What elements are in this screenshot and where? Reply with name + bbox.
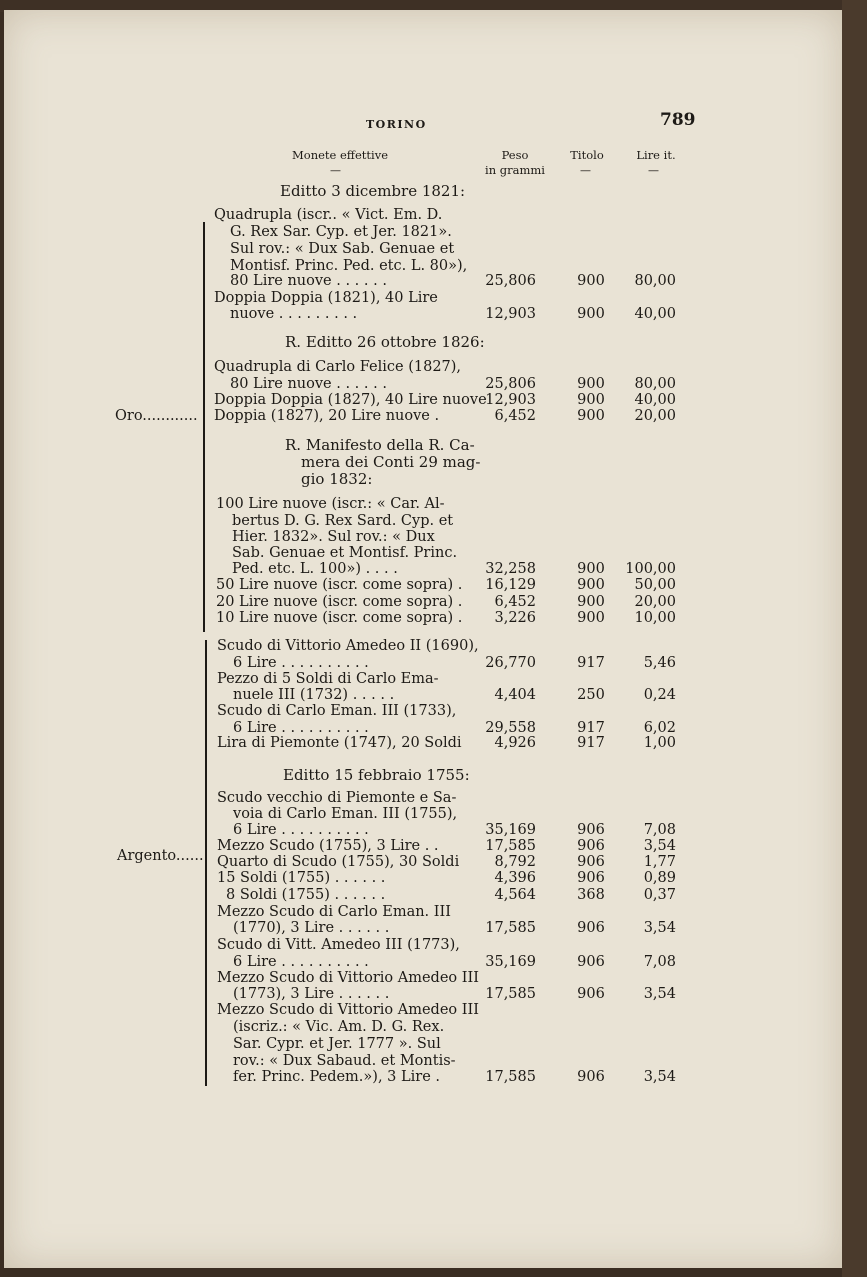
table-row [0, 1002, 867, 1019]
section-heading: mera dei Conti 29 mag- [301, 453, 481, 471]
lire-value: 1,77 [643, 854, 676, 870]
coin-description: (1773), 3 Lire . . . . . . [233, 986, 390, 1002]
coin-description: Lira di Piemonte (1747), 20 Soldi [217, 735, 462, 751]
peso-value: 35,169 [485, 822, 536, 838]
lire-value: 80,00 [634, 376, 676, 392]
table-row [0, 376, 867, 393]
table-row [0, 496, 867, 513]
column-header-titolo: Titolo [570, 148, 604, 162]
table-row [0, 1069, 867, 1086]
table-row [0, 655, 867, 672]
table-row [0, 1053, 867, 1070]
table-row [0, 904, 867, 921]
titolo-value: 900 [577, 610, 605, 626]
table-row [0, 224, 867, 241]
peso-value: 29,558 [485, 720, 536, 736]
table-row [0, 671, 867, 688]
coin-description: 6 Lire . . . . . . . . . . [233, 822, 369, 838]
titolo-value: 906 [577, 920, 605, 936]
table-row [0, 610, 867, 627]
coin-description: bertus D. G. Rex Sard. Cyp. et [232, 513, 454, 529]
coin-description: 6 Lire . . . . . . . . . . [233, 655, 369, 671]
table-row [0, 822, 867, 839]
peso-value: 17,585 [485, 838, 536, 854]
peso-value: 4,926 [494, 735, 536, 751]
coin-description: Quadrupla di Carlo Felice (1827), [214, 359, 462, 375]
titolo-value: 906 [577, 870, 605, 886]
coin-description: Mezzo Scudo di Vittorio Amedeo III [217, 1002, 479, 1018]
table-row [0, 408, 867, 425]
lire-value: 1,00 [643, 735, 676, 751]
lire-value: 50,00 [634, 577, 676, 593]
table-row [0, 545, 867, 562]
coin-description: (1770), 3 Lire . . . . . . [233, 920, 390, 936]
table-row [0, 806, 867, 823]
titolo-value: 917 [577, 655, 605, 671]
lire-value: 10,00 [634, 610, 676, 626]
page-number: 789 [660, 110, 696, 130]
coin-description: 6 Lire . . . . . . . . . . [233, 720, 369, 736]
peso-value: 32,258 [485, 561, 536, 577]
titolo-value: 906 [577, 822, 605, 838]
titolo-value: 906 [577, 838, 605, 854]
coin-description: Quarto di Scudo (1755), 30 Soldi [217, 854, 460, 870]
table-row [0, 954, 867, 971]
table-row [0, 207, 867, 224]
peso-value: 4,564 [494, 887, 536, 903]
table-row [0, 870, 867, 887]
coin-description: G. Rex Sar. Cyp. et Jer. 1821». [230, 224, 452, 240]
table-row [0, 290, 867, 307]
section-heading: Editto 15 febbraio 1755: [283, 766, 470, 784]
coin-description: 80 Lire nuove . . . . . . [230, 273, 387, 289]
group-label-argento: Argento...... [117, 848, 204, 864]
peso-value: 16,129 [485, 577, 536, 593]
coin-description: Scudo di Vitt. Amedeo III (1773), [217, 937, 460, 953]
peso-value: 17,585 [485, 920, 536, 936]
peso-value: 25,806 [485, 273, 536, 289]
table-row [0, 703, 867, 720]
column-dash-titolo: — [580, 164, 591, 177]
peso-value: 26,770 [485, 655, 536, 671]
table-row [0, 359, 867, 376]
coin-description: Doppia Doppia (1821), 40 Lire [214, 290, 438, 306]
titolo-value: 917 [577, 720, 605, 736]
table-row [0, 594, 867, 611]
table-row [0, 392, 867, 409]
coin-description: Scudo di Carlo Eman. III (1733), [217, 703, 457, 719]
column-dash-lire: — [648, 164, 659, 177]
peso-value: 4,404 [494, 687, 536, 703]
table-row [0, 1019, 867, 1036]
coin-description: Scudo di Vittorio Amedeo II (1690), [217, 638, 479, 654]
titolo-value: 900 [577, 273, 605, 289]
table-row [0, 561, 867, 578]
lire-value: 80,00 [634, 273, 676, 289]
coin-description: voia di Carlo Eman. III (1755), [233, 806, 458, 822]
coin-description: 10 Lire nuove (iscr. come sopra) . [216, 610, 463, 626]
coin-description: 20 Lire nuove (iscr. come sopra) . [216, 594, 463, 610]
coin-description: 6 Lire . . . . . . . . . . [233, 954, 369, 970]
coin-description: Ped. etc. L. 100») . . . . [232, 561, 398, 577]
table-row [0, 887, 867, 904]
coin-description: nuove . . . . . . . . . [230, 306, 358, 322]
lire-value: 0,24 [643, 687, 676, 703]
titolo-value: 900 [577, 376, 605, 392]
titolo-value: 368 [577, 887, 605, 903]
titolo-value: 906 [577, 1069, 605, 1085]
table-row [0, 854, 867, 871]
peso-value: 6,452 [494, 408, 536, 424]
peso-value: 12,903 [485, 306, 536, 322]
table-row [0, 306, 867, 323]
table-row [0, 920, 867, 937]
lire-value: 7,08 [643, 954, 676, 970]
coin-description: fer. Princ. Pedem.»), 3 Lire . [233, 1069, 440, 1085]
section-heading: Editto 3 dicembre 1821: [280, 182, 466, 200]
column-header-peso-sub: in grammi [485, 163, 545, 177]
coin-description: Mezzo Scudo (1755), 3 Lire . . [217, 838, 439, 854]
coin-description: Mezzo Scudo di Carlo Eman. III [217, 904, 451, 920]
titolo-value: 906 [577, 986, 605, 1002]
lire-value: 20,00 [634, 408, 676, 424]
coin-description: Sul rov.: « Dux Sab. Genuae et [230, 241, 455, 257]
peso-value: 6,452 [494, 594, 536, 610]
table-row [0, 241, 867, 258]
section-heading: R. Manifesto della R. Ca- [285, 436, 475, 454]
table-row [0, 577, 867, 594]
titolo-value: 250 [577, 687, 605, 703]
coin-description: nuele III (1732) . . . . . [233, 687, 395, 703]
column-dash-monete: — [330, 164, 341, 177]
lire-value: 0,37 [643, 887, 676, 903]
lire-value: 3,54 [643, 920, 676, 936]
coin-description: 8 Soldi (1755) . . . . . . [226, 887, 386, 903]
table-row [0, 638, 867, 655]
titolo-value: 906 [577, 854, 605, 870]
coin-description: Sar. Cypr. et Jer. 1777 ». Sul [233, 1036, 441, 1052]
titolo-value: 900 [577, 594, 605, 610]
lire-value: 3,54 [643, 838, 676, 854]
lire-value: 6,02 [643, 720, 676, 736]
lire-value: 7,08 [643, 822, 676, 838]
peso-value: 12,903 [485, 392, 536, 408]
lire-value: 40,00 [634, 392, 676, 408]
coin-description: Quadrupla (iscr.. « Vict. Em. D. [214, 207, 443, 223]
titolo-value: 900 [577, 577, 605, 593]
lire-value: 100,00 [625, 561, 676, 577]
lire-value: 3,54 [643, 1069, 676, 1085]
coin-description: Mezzo Scudo di Vittorio Amedeo III [217, 970, 479, 986]
coin-description: rov.: « Dux Sabaud. et Montis- [233, 1053, 456, 1069]
lire-value: 40,00 [634, 306, 676, 322]
table-row [0, 735, 867, 752]
coin-description: Sab. Genuae et Montisf. Princ. [232, 545, 458, 561]
titolo-value: 900 [577, 306, 605, 322]
titolo-value: 900 [577, 561, 605, 577]
section-heading: R. Editto 26 ottobre 1826: [285, 333, 485, 351]
column-header-peso: Peso [501, 148, 529, 162]
page-header-title: TORINO [366, 118, 427, 131]
table-row [0, 273, 867, 290]
peso-value: 17,585 [485, 986, 536, 1002]
peso-value: 8,792 [494, 854, 536, 870]
lire-value: 20,00 [634, 594, 676, 610]
coin-description: (iscriz.: « Vic. Am. D. G. Rex. [233, 1019, 445, 1035]
titolo-value: 906 [577, 954, 605, 970]
section-heading: gio 1832: [301, 470, 373, 488]
column-header-monete: Monete effettive [292, 148, 388, 162]
table-row [0, 970, 867, 987]
titolo-value: 900 [577, 408, 605, 424]
coin-description: Scudo vecchio di Piemonte e Sa- [217, 790, 457, 806]
table-row [0, 1036, 867, 1053]
coin-description: 80 Lire nuove . . . . . . [230, 376, 387, 392]
table-row [0, 937, 867, 954]
table-row [0, 838, 867, 855]
table-row [0, 986, 867, 1003]
group-label-oro: Oro............ [115, 408, 198, 424]
titolo-value: 900 [577, 392, 605, 408]
coin-description: Doppia (1827), 20 Lire nuove . [214, 408, 440, 424]
lire-value: 0,89 [643, 870, 676, 886]
peso-value: 3,226 [494, 610, 536, 626]
coin-description: 15 Soldi (1755) . . . . . . [217, 870, 386, 886]
coin-description: Hier. 1832». Sul rov.: « Dux [232, 529, 435, 545]
coin-description: Montisf. Princ. Ped. etc. L. 80»), [230, 258, 468, 274]
coin-description: 50 Lire nuove (iscr. come sopra) . [216, 577, 463, 593]
lire-value: 3,54 [643, 986, 676, 1002]
peso-value: 4,396 [494, 870, 536, 886]
titolo-value: 917 [577, 735, 605, 751]
peso-value: 35,169 [485, 954, 536, 970]
peso-value: 17,585 [485, 1069, 536, 1085]
table-row [0, 790, 867, 807]
coin-description: Pezzo di 5 Soldi di Carlo Ema- [217, 671, 439, 687]
coin-description: Doppia Doppia (1827), 40 Lire nuove [214, 392, 487, 408]
table-row [0, 513, 867, 530]
coin-description: 100 Lire nuove (iscr.: « Car. Al- [216, 496, 445, 512]
peso-value: 25,806 [485, 376, 536, 392]
table-row [0, 529, 867, 546]
lire-value: 5,46 [643, 655, 676, 671]
column-header-lire: Lire it. [636, 148, 676, 162]
table-row [0, 687, 867, 704]
